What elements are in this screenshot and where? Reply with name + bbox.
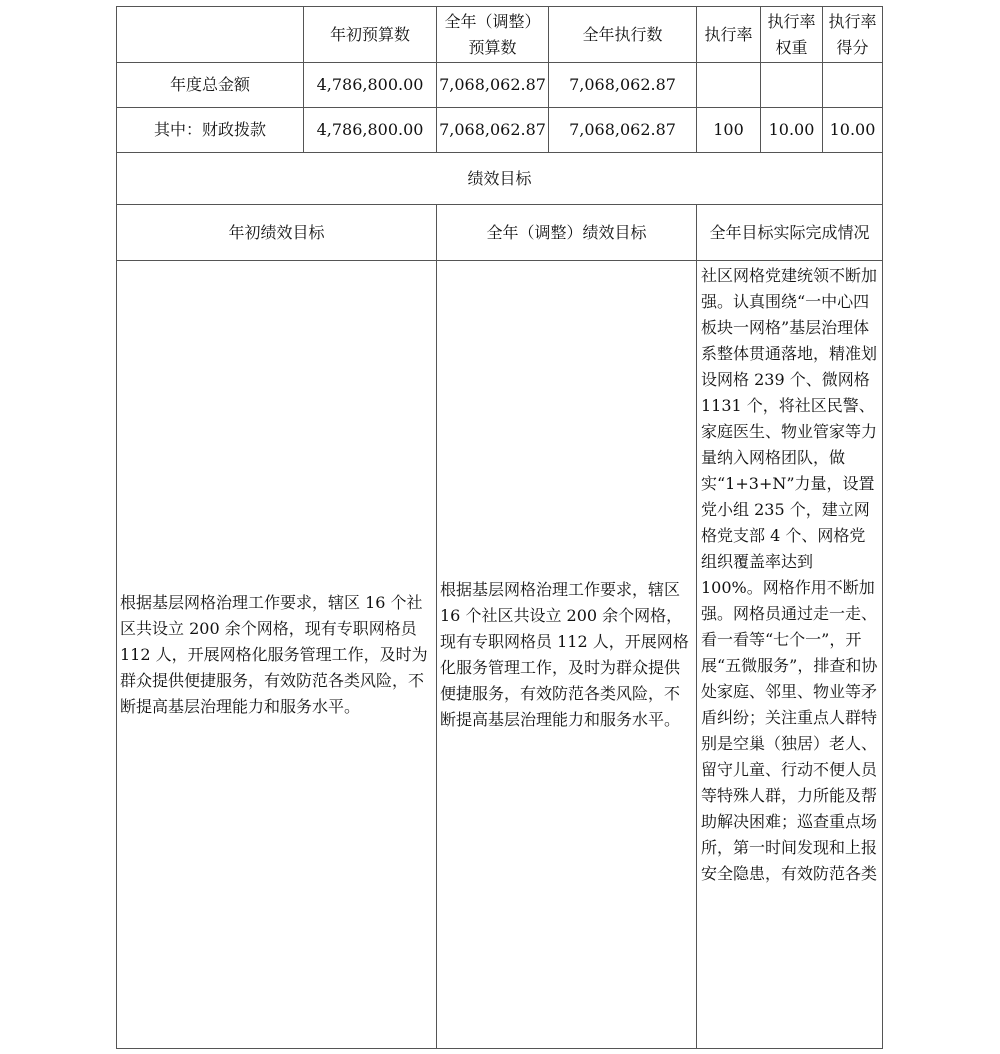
actual-completion-text: 社区网格党建统领不断加强。认真围绕“一中心四板块一网格”基层治理体系整体贯通落地，精准划设网格 239 个、微网格 1131 个，将社区民警、家庭医生、物业管家等力量纳入网格团队，做实“1+3+N”力量，设置党小组 235 个，建立网格党支部 4 个、网格党组织覆盖率达到 100%。网格作用不断加强。网格员通过走一走、看一看等“七个一”，开展“五微服务”，排查和协处家庭、邻里、物业等矛盾纠纷；关注重点人群特别是空巢（独居）老人、留守儿童、行动不便人员等特殊人群，力所能及帮助解决困难；巡查重点场所，第一时间发现和上报安全隐患，有效防范各类 <box>697 261 883 1049</box>
rate-value: 100 <box>697 108 761 153</box>
header-initial-goal: 年初绩效目标 <box>117 205 437 261</box>
header-rate: 执行率 <box>697 7 761 63</box>
executed-value: 7,068,062.87 <box>549 108 697 153</box>
initial-budget-value: 4,786,800.00 <box>304 108 437 153</box>
budget-header-row <box>117 7 883 63</box>
initial-budget-value: 4,786,800.00 <box>304 63 437 108</box>
header-rate-score: 执行率得分 <box>823 7 883 63</box>
table-row-fiscal <box>117 108 883 153</box>
header-rate-weight: 执行率权重 <box>761 7 823 63</box>
header-initial-budget: 年初预算数 <box>304 7 437 63</box>
rate-score-value: 10.00 <box>823 108 883 153</box>
rate-value <box>697 63 761 108</box>
rate-weight-value <box>761 63 823 108</box>
table-row-total <box>117 63 883 108</box>
performance-section-title: 绩效目标 <box>117 153 883 205</box>
budget-performance-table <box>116 6 883 1049</box>
initial-goal-text: 根据基层网格治理工作要求，辖区 16 个社区共设立 200 余个网格，现有专职网格员 112 人，开展网格化服务管理工作，及时为群众提供便捷服务，有效防范各类风险，不断提高基层治理能力和服务水平。 <box>117 261 437 1049</box>
row-label: 年度总金额 <box>117 63 304 108</box>
adjusted-budget-value: 7,068,062.87 <box>437 108 549 153</box>
adjusted-budget-value: 7,068,062.87 <box>437 63 549 108</box>
performance-header-row <box>117 205 883 261</box>
header-adjusted-budget: 全年（调整）预算数 <box>437 7 549 63</box>
header-actual-completion: 全年目标实际完成情况 <box>697 205 883 261</box>
row-label: 其中：财政拨款 <box>117 108 304 153</box>
performance-content-row <box>117 261 883 1049</box>
performance-section-row <box>117 153 883 205</box>
adjusted-goal-text: 根据基层网格治理工作要求，辖区 16 个社区共设立 200 余个网格，现有专职网格员 112 人，开展网格化服务管理工作，及时为群众提供便捷服务，有效防范各类风险，不断提高基层治理能力和服务水平。 <box>437 261 697 1049</box>
header-adjusted-goal: 全年（调整）绩效目标 <box>437 205 697 261</box>
header-blank-cell <box>117 7 304 63</box>
executed-value: 7,068,062.87 <box>549 63 697 108</box>
header-executed: 全年执行数 <box>549 7 697 63</box>
rate-weight-value: 10.00 <box>761 108 823 153</box>
rate-score-value <box>823 63 883 108</box>
